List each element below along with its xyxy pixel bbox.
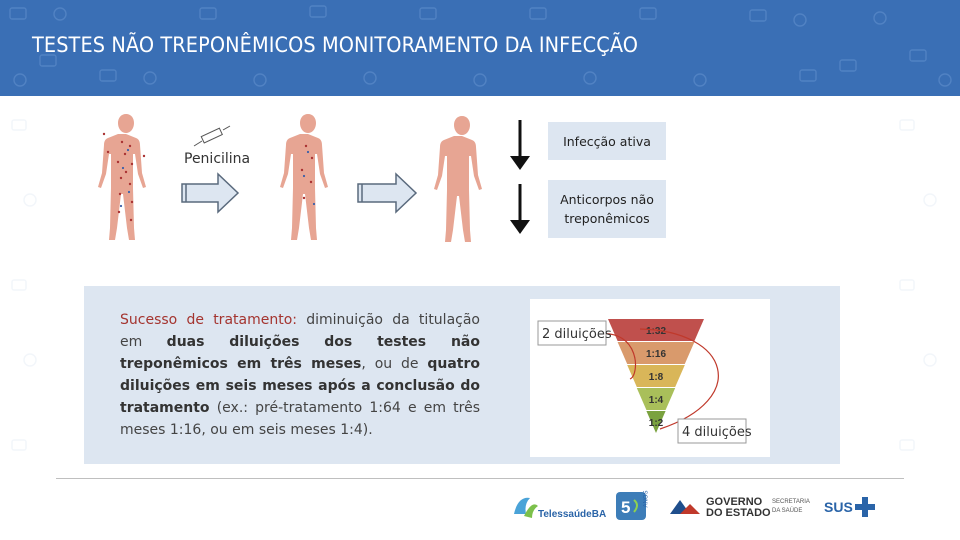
treatment-success-label: Sucesso de tratamento: <box>120 312 297 328</box>
arrow-right-icon <box>356 172 418 214</box>
dilution-funnel-card <box>530 299 770 457</box>
svg-text:5: 5 <box>621 498 631 517</box>
state-flag-icon <box>670 498 706 518</box>
secretaria-text: SECRETARIA <box>772 499 810 505</box>
do-estado-text: DO ESTADO <box>706 507 771 519</box>
arrow-down-icon <box>506 118 534 172</box>
text-segment: (ex.: pré-tratamento 1:64 e em três meses 1:16, ou em seis meses 1:4). <box>120 400 480 438</box>
funnel-level-label: 1:8 <box>648 372 664 383</box>
governo-bahia-logo <box>670 496 810 522</box>
funnel-level-label: 1:2 <box>648 418 664 429</box>
signal-icon <box>616 492 646 520</box>
treatment-success-text <box>120 309 480 441</box>
antibodies-label: Anticorpos não treponêmicos <box>560 192 654 226</box>
bold-segment: quatro diluições em seis meses após a conclusão do tratamento <box>120 356 480 416</box>
antibodies-box <box>548 180 666 238</box>
page-title: TESTES NÃO TREPONÊMICOS MONITORAMENTO DA INFECÇÃO <box>32 33 639 57</box>
dilution-funnel-diagram <box>530 299 770 457</box>
governo-text: GOVERNO <box>706 496 763 508</box>
anniversary-logo <box>616 492 650 522</box>
telessaude-logo <box>510 492 606 524</box>
active-infection-label: Infecção ativa <box>563 133 651 149</box>
da-saude-text: DA SAÚDE <box>772 508 803 514</box>
sus-logo <box>824 496 880 522</box>
four-dilutions-label: 4 diluições <box>682 425 752 440</box>
penicillin-label: Penicilina <box>184 151 251 167</box>
telessaude-icon <box>510 492 540 522</box>
human-figure-infected <box>96 112 158 242</box>
footer-divider <box>56 478 904 479</box>
funnel-level-label: 1:16 <box>645 349 667 360</box>
telessaude-text: TelessaúdeBA <box>538 509 607 520</box>
text-segment: diminuição da titulação em <box>120 312 480 350</box>
arrow-right-icon <box>180 172 240 214</box>
funnel-level-label: 1:32 <box>645 326 667 337</box>
funnel-level-label: 1:4 <box>648 395 664 406</box>
bold-segment: duas diluições dos testes não treponêmicos em três meses <box>120 334 480 372</box>
sus-text: SUS <box>824 499 853 515</box>
anos-text: ANOS <box>643 490 650 508</box>
two-dilutions-label: 2 diluições <box>542 327 612 342</box>
plus-cross-icon <box>854 496 876 518</box>
text-segment: , ou de <box>361 356 428 372</box>
human-figure-healthy <box>432 112 494 246</box>
header-banner <box>0 0 960 96</box>
human-figure-treated <box>278 112 340 242</box>
arrow-down-icon <box>506 182 534 236</box>
syringe-icon <box>192 124 234 148</box>
active-infection-box <box>548 122 666 160</box>
